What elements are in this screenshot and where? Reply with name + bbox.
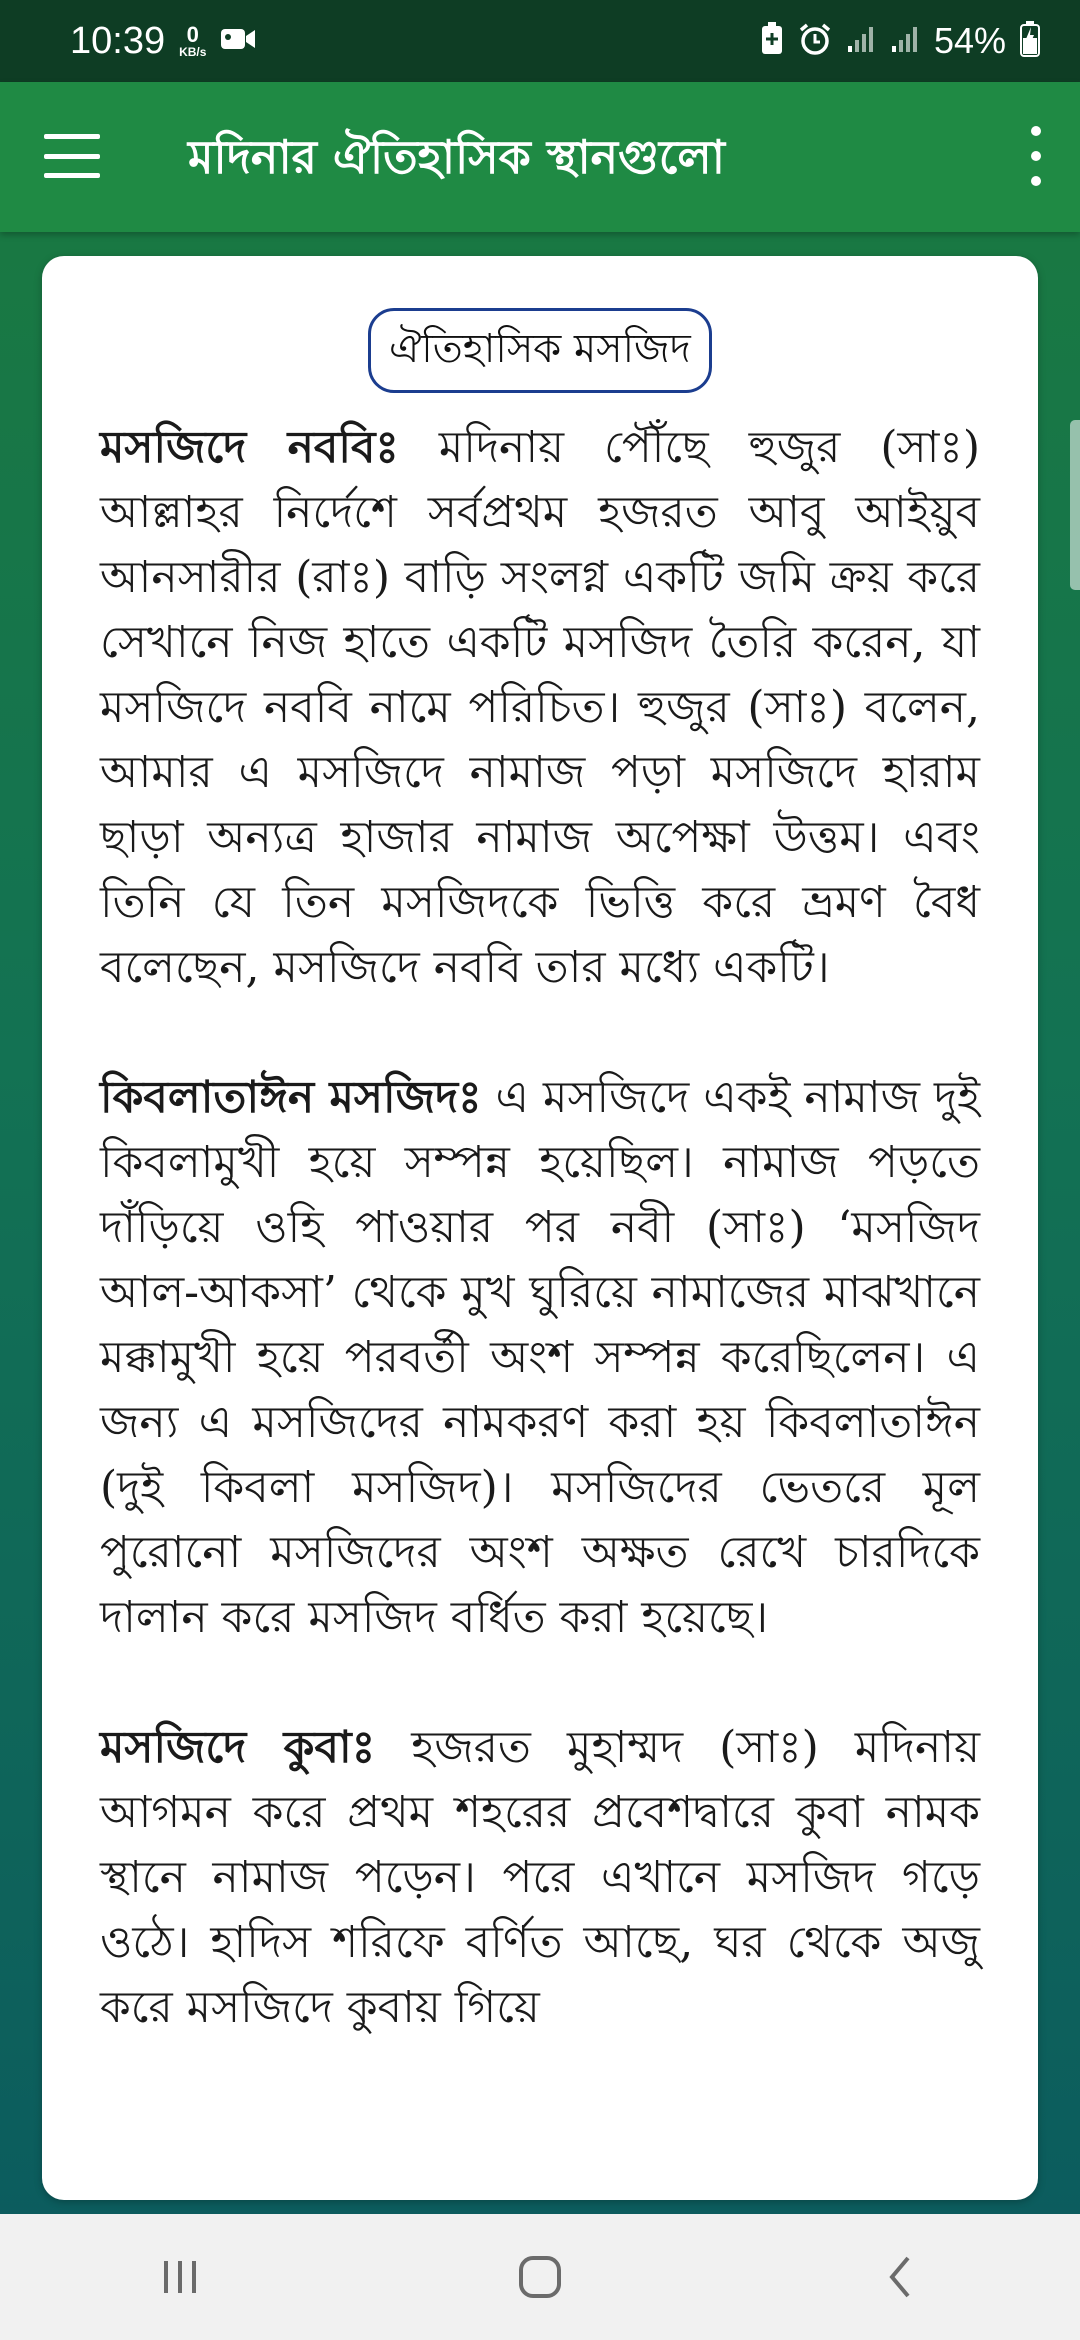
paragraph-title: মসজিদে নববিঃ [100,422,399,473]
app-title: মদিনার ঐতিহাসিক স্থানগুলো [188,130,726,184]
section-heading-wrap [42,308,1038,393]
content-card [42,256,1038,2200]
network-speed [179,24,206,58]
paragraph-title: মসজিদে কুবাঃ [100,1722,376,1773]
article-body [100,415,980,2040]
app-bar [0,82,1080,232]
network-speed-value: 0 [186,22,199,47]
status-left [70,20,256,63]
alarm-icon [798,22,832,61]
paragraph-masjid-qiblatain [100,1065,980,1650]
back-icon[interactable] [840,2237,960,2317]
paragraph-text: এ মসজিদে একই নামাজ দুই কিবলামুখী হয়ে সম্পন্ন হয়েছিল। নামাজ পড়তে দাঁড়িয়ে ওহি পাওয়ার পর নবী (সাঃ) ‘মসজিদ আল-আকসা’ থেকে মুখ ঘুরিয়ে নামাজের মাঝখানে মক্কামুখী হয়ে পরবর্তী অংশ সম্পন্ন করেছিলেন। এ জন্য এ মসজিদের নামকরণ করা হয় কিবলাতাঈন (দুই কিবলা মসজিদ)। মসজিদের ভেতরে মূল পুরোনো মসজিদের অংশ অক্ষত রেখে চারদিকে দালান করে মসজিদ বর্ধিত করা হয়েছে। [100,1072,980,1643]
system-nav-bar [0,2214,1080,2340]
status-right [760,20,1040,62]
paragraph-title: কিবলাতাঈন মসজিদঃ [100,1072,482,1123]
paragraph-masjid-quba [100,1715,980,2040]
battery-saver-icon [760,22,784,61]
scrollbar[interactable] [1070,420,1080,590]
more-vert-icon[interactable] [1022,126,1050,186]
battery-percentage: 54% [933,20,1006,61]
hamburger-menu-icon[interactable] [44,134,100,178]
signal-icon [846,24,876,59]
signal-icon [890,24,920,59]
recent-apps-icon[interactable] [120,2237,240,2317]
paragraph-text: মদিনায় পৌঁছে হুজুর (সাঃ) আল্লাহর নির্দেশে সর্বপ্রথম হজরত আবু আইয়ুব আনসারীর (রাঃ) বাড়ি সংলগ্ন একটি জমি ক্রয় করে সেখানে নিজ হাতে একটি মসজিদ তৈরি করেন, যা মসজিদে নববি নামে পরিচিত। হুজুর (সাঃ) বলেন, আমার এ মসজিদে নামাজ পড়া মসজিদে হারাম ছাড়া অন্যত্র হাজার নামাজ অপেক্ষা উত্তম। এবং তিনি যে তিন মসজিদকে ভিত্তি করে ভ্রমণ বৈধ বলেছেন, মসজিদে নববি তার মধ্যে একটি। [100,422,980,993]
home-icon[interactable] [480,2237,600,2317]
network-speed-unit: KB/s [179,45,207,59]
video-camera-icon [220,25,256,58]
paragraph-text: হজরত মুহাম্মদ (সাঃ) মদিনায় আগমন করে প্রথম শহরের প্রবেশদ্বারে কুবা নামক স্থানে নামাজ পড়েন। পরে এখানে মসজিদ গড়ে ওঠে। হাদিস শরিফে বর্ণিত আছে, ঘর থেকে অজু করে মসজিদে কুবায় গিয়ে [100,1722,980,2033]
status-time: 10:39 [70,19,166,62]
battery-icon [1020,21,1040,62]
paragraph-masjid-nabawi [100,415,980,1000]
status-bar [0,0,1080,82]
section-heading: ঐতিহাসিক মসজিদ [368,308,712,393]
